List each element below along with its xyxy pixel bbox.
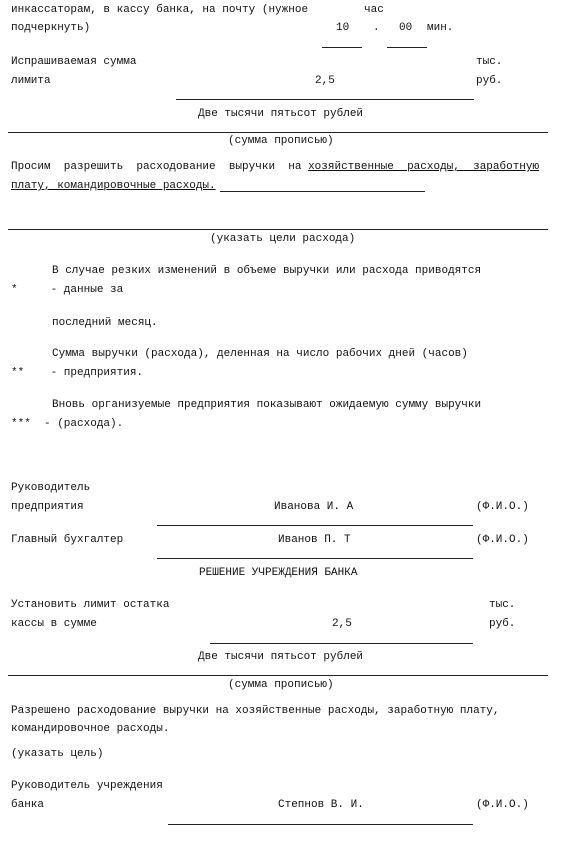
decision-words-caption: (сумма прописью) — [228, 679, 334, 691]
decision-amount: 2,5 — [332, 618, 352, 630]
header-line-1: инкассаторам, в кассу банка, на почту (нужное — [11, 4, 309, 16]
minutes-value: 00 — [399, 22, 413, 34]
decision-amount-line — [210, 643, 473, 644]
footnote-1-mark: * - данные за — [11, 284, 124, 296]
bank-head-name: Степнов В. И. — [278, 799, 364, 811]
limit-label-1: Испрашиваемая сумма — [11, 56, 137, 68]
head-label-2: предприятия — [11, 501, 84, 513]
footnote-1-text: В случае резких изменений в объеме выручки или расхода приводятся — [52, 265, 482, 277]
hour-label: час — [364, 4, 384, 16]
footnote-3-mark: *** - (расхода). — [11, 418, 124, 430]
permit-line-2: командировочное расходы. — [11, 723, 170, 735]
bank-head-label-1: Руководитель учреждения — [11, 780, 163, 792]
decision-label-1: Установить лимит остатка — [11, 599, 170, 611]
request-line-2: плату, командировочные расходы. — [11, 180, 216, 192]
purpose-line — [8, 229, 548, 230]
decision-words: Две тысячи пятьсот рублей — [198, 651, 364, 663]
decision-title: РЕШЕНИЕ УЧРЕЖДЕНИЯ БАНКА — [199, 567, 358, 579]
header-line-2: подчеркнуть) — [11, 22, 91, 34]
bank-head-label-2: банка — [11, 799, 45, 811]
footnote-2-text: Сумма выручки (расхода), деленная на число рабочих дней (часов) — [52, 348, 468, 360]
hours-value: 10 — [336, 22, 350, 34]
limit-words-caption: (сумма прописью) — [228, 135, 334, 147]
limit-words: Две тысячи пятьсот рублей — [198, 108, 364, 120]
head-name: Иванова И. А — [274, 501, 354, 513]
head-signature-line — [157, 525, 473, 526]
permit-line-1: Разрешено расходование выручки на хозяйственные расходы, заработную плату, — [11, 705, 500, 717]
minutes-label: мин. — [427, 22, 454, 34]
limit-unit-2: руб. — [476, 75, 503, 87]
permit-purpose-caption: (указать цель) — [11, 748, 104, 760]
bank-head-fio-caption: (Ф.И.О.) — [476, 799, 529, 811]
decision-words-line — [8, 675, 548, 676]
chief-accountant-name: Иванов П. Т — [278, 534, 351, 546]
hours-underline — [322, 47, 362, 48]
footnote-1-cont: последний месяц. — [52, 317, 158, 329]
limit-label-2: лимита — [11, 75, 51, 87]
head-label-1: Руководитель — [11, 482, 91, 494]
decision-unit-2: руб. — [489, 618, 516, 630]
purpose-caption: (указать цели расхода) — [210, 233, 356, 245]
minutes-underline — [387, 47, 427, 48]
decision-unit-1: тыс. — [489, 599, 516, 611]
head-fio-caption: (Ф.И.О.) — [476, 501, 529, 513]
chief-accountant-signature-line — [157, 558, 473, 559]
limit-unit-1: тыс. — [476, 56, 503, 68]
footnote-3-text: Вновь организуемые предприятия показывают ожидаемую сумму выручки — [52, 399, 482, 411]
chief-accountant-fio-caption: (Ф.И.О.) — [476, 534, 529, 546]
time-separator: . — [373, 22, 380, 34]
limit-words-line — [8, 132, 548, 133]
footnote-2-mark: ** - предприятия. — [11, 367, 144, 379]
decision-label-2: кассы в сумме — [11, 618, 97, 630]
request-fill-line — [220, 191, 425, 192]
request-line-1: Просим разрешить расходование выручки на хозяйственные расходы, заработную — [11, 161, 540, 173]
limit-amount-line — [176, 99, 474, 100]
bank-head-signature-line — [168, 824, 473, 825]
chief-accountant-label: Главный бухгалтер — [11, 534, 124, 546]
limit-amount: 2,5 — [315, 75, 335, 87]
